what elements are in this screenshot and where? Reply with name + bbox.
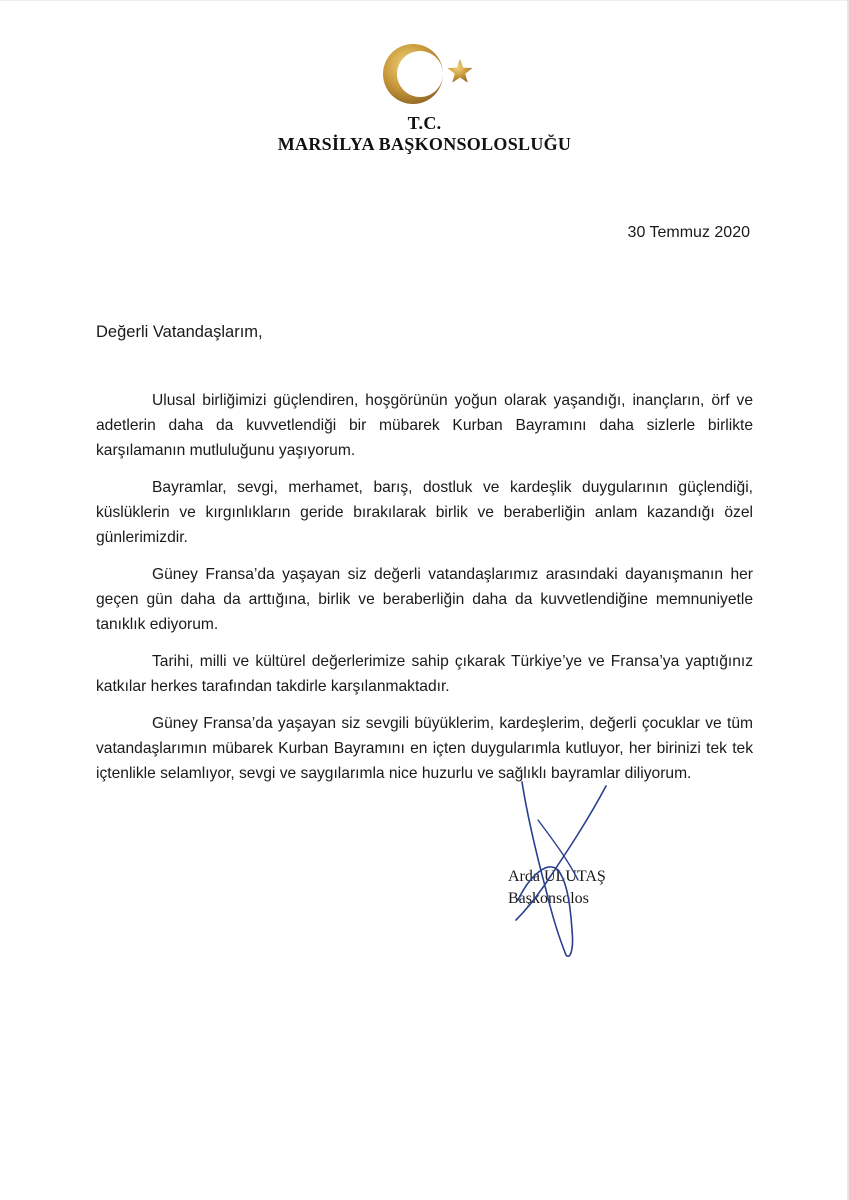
body-paragraph-1: Ulusal birliğimizi güçlendiren, hoşgörünün yoğun olarak yaşandığı, inançların, örf ve adetlerin daha da kuvvetlendiği bir mübarek Kurban Bayramını daha sizlerle birlikte karşılamanın mutluluğunu yaşıyorum. [96,392,753,459]
body-paragraph-4: Tarihi, milli ve kültürel değerlerimize sahip çıkarak Türkiye’ye ve Fransa’ya yaptığınız katkılar herkes tarafından takdirle karşılanmaktadır. [96,653,753,695]
letterhead-line-1: T.C. [407,113,442,133]
letter-body [96,388,753,798]
page-edge-top [0,0,849,1]
letterhead-consulate-name: MARSİLYA BAŞKONSOLOSLUĞU [277,134,572,154]
handwritten-signature [508,780,618,960]
crescent-star-emblem-icon [380,40,480,110]
body-paragraph-2: Bayramlar, sevgi, merhamet, barış, dostluk ve kardeşlik duygularının güçlendiği, küslüklerin ve kırgınlıkların geride bırakılarak birlik ve beraberliğin anlam kazandığı özel günlerimizdir. [96,479,753,546]
salutation: Değerli Vatandaşlarım, [96,323,263,341]
signer-title: Başkonsolos [508,890,589,907]
letter-date: 30 Temmuz 2020 [627,224,750,241]
body-paragraph-3: Güney Fransa’da yaşayan siz değerli vatandaşlarımız arasındaki dayanışmanın her geçen gün daha da arttığına, birlik ve beraberliğin daha da kuvvetlendiğine memnuniyetle tanıklık ediyorum. [96,566,753,633]
signer-name: Arda ULUTAŞ [508,868,606,885]
body-paragraph-5: Güney Fransa’da yaşayan siz sevgili büyüklerim, kardeşlerim, değerli çocuklar ve tüm vatandaşlarımın mübarek Kurban Bayramını en içten duygularımla kutluyor, her birinizi tek tek içtenlikle selamlıyor, sevgi ve saygılarımla nice huzurlu ve sağlıklı bayramlar diliyorum. [96,715,753,782]
